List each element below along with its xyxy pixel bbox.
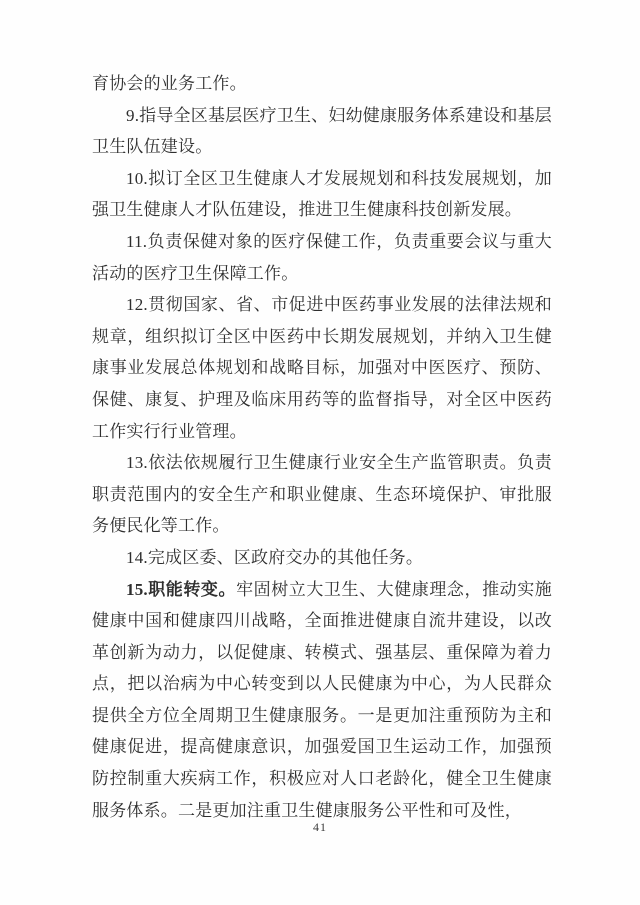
paragraph-text: 12.贯彻国家、省、市促进中医药事业发展的法律法规和规章，组织拟订全区中医药中长期发展规划，并纳入卫生健康事业发展总体规划和战略目标，加强对中医医疗、预防、保健、康复、护理及临床用药等的监督指导，对全区中医药工作实行行业管理。 <box>92 295 552 441</box>
paragraph <box>92 574 552 827</box>
paragraph <box>92 542 552 574</box>
document-body <box>92 68 552 826</box>
paragraph <box>92 100 552 163</box>
paragraph <box>92 447 552 542</box>
paragraph <box>92 163 552 226</box>
paragraph-text: 13.依法依规履行卫生健康行业安全生产监管职责。负责职责范围内的安全生产和职业健康、生态环境保护、审批服务便民化等工作。 <box>92 453 552 536</box>
paragraph-text: 10.拟订全区卫生健康人才发展规划和科技发展规划，加强卫生健康人才队伍建设，推进卫生健康科技创新发展。 <box>92 168 552 220</box>
paragraph-text: 9.指导全区基层医疗卫生、妇幼健康服务体系建设和基层卫生队伍建设。 <box>92 105 552 157</box>
paragraph-text: 育协会的业务工作。 <box>92 74 247 93</box>
paragraph <box>92 226 552 289</box>
paragraph-text: 11.负责保健对象的医疗保健工作，负责重要会议与重大活动的医疗卫生保障工作。 <box>92 231 552 283</box>
paragraph <box>92 289 552 447</box>
paragraph-lead: 15.职能转变。 <box>126 579 237 599</box>
paragraph <box>92 68 552 100</box>
page-number: 41 <box>313 820 327 834</box>
paragraph-text: 14.完成区委、区政府交办的其他任务。 <box>126 547 424 567</box>
paragraph-text: 牢固树立大卫生、大健康理念，推动实施健康中国和健康四川战略，全面推进健康自流井建设，以改革创新为动力，以促健康、转模式、强基层、重保障为着力点，把以治病为中心转变到以人民健康为中心，为人民群众提供全方位全周期卫生健康服务。一是更加注重预防为主和健康促进，提高健康意识，加强爱国卫生运动工作，加强预防控制重大疾病工作，积极应对人口老龄化，健全卫生健康服务体系。二是更加注重卫生健康服务公平性和可及性， <box>92 579 552 820</box>
